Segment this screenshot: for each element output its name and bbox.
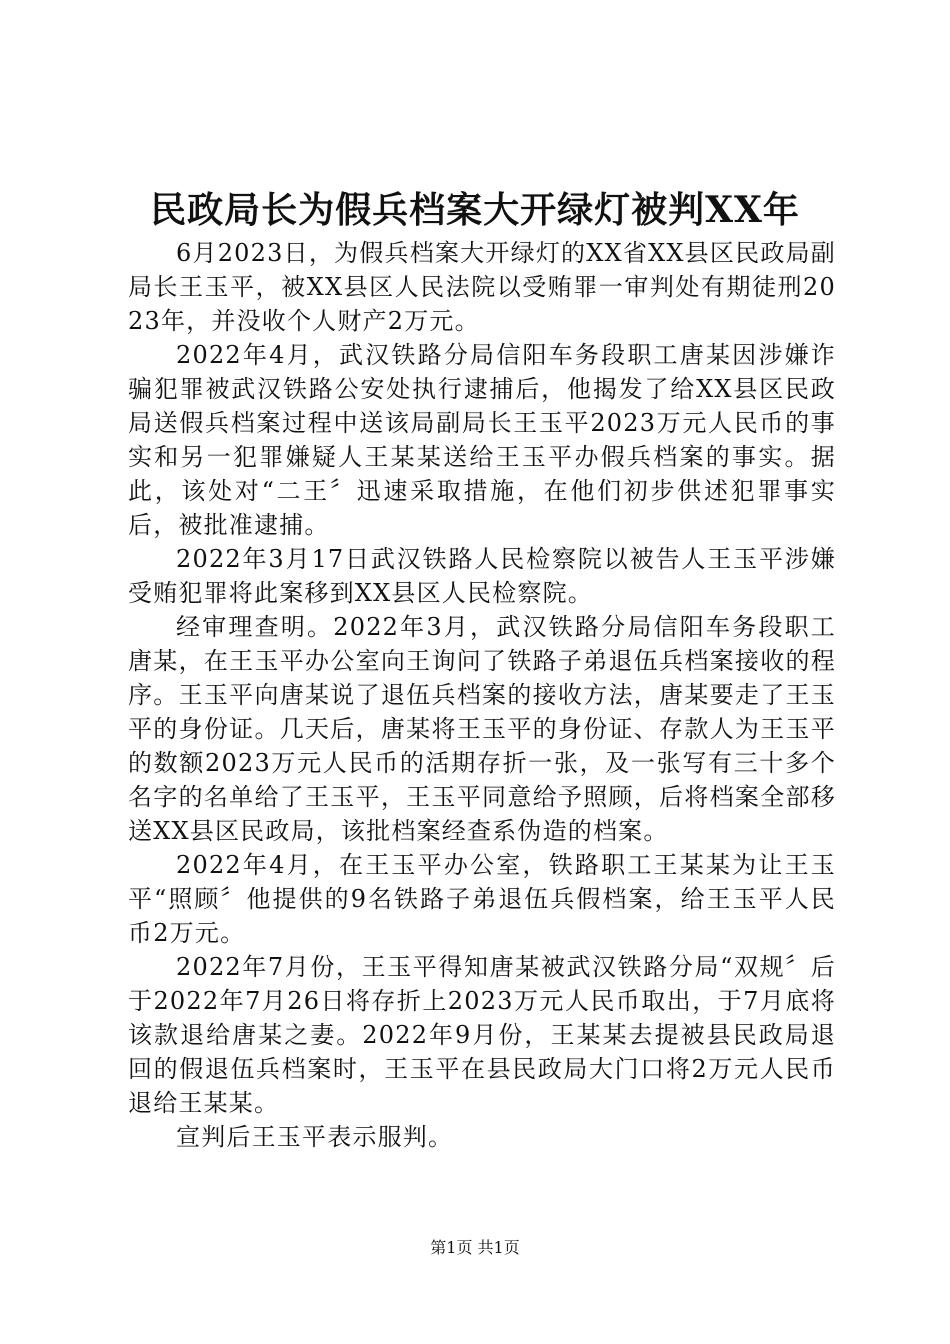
document-body [128,236,836,1154]
paragraph-5: 2022年4月，在王玉平办公室，铁路职工王某某为让王玉平“照顾〞他提供的9名铁路子弟退伍兵假档案，给王玉平人民币2万元。 [128,851,836,947]
paragraph-3: 2022年3月17日武汉铁路人民检察院以被告人王玉平涉嫌受贿犯罪将此案移到XX县区人民检察院。 [128,545,836,607]
paragraph-2: 2022年4月，武汉铁路分局信阳车务段职工唐某因涉嫌诈骗犯罪被武汉铁路公安处执行逮捕后，他揭发了给XX县区民政局送假兵档案过程中送该局副局长王玉平2023万元人民币的事实和另一犯罪嫌疑人王某某送给王玉平办假兵档案的事实。据此，该处对“二王〞迅速采取措施，在他们初步供述犯罪事实后，被批准逮捕。 [128,341,836,539]
paragraph-1: 6月2023日，为假兵档案大开绿灯的XX省XX县区民政局副局长王玉平，被XX县区人民法院以受贿罪一审判处有期徒刑2023年，并没收个人财产2万元。 [128,239,836,335]
document-title: 民政局长为假兵档案大开绿灯被判XX年 [150,189,800,231]
paragraph-4: 经审理查明。2022年3月，武汉铁路分局信阳车务段职工唐某，在王玉平办公室向王询问了铁路子弟退伍兵档案接收的程序。王玉平向唐某说了退伍兵档案的接收方法，唐某要走了王玉平的身份证。几天后，唐某将王玉平的身份证、存款人为王玉平的数额2023万元人民币的活期存折一张，及一张写有三十多个名字的名单给了王玉平，王玉平同意给予照顾，后将档案全部移送XX县区民政局，该批档案经查系伪造的档案。 [128,613,836,845]
page-number-footer: 第1页 共1页 [430,1238,520,1257]
paragraph-6: 2022年7月份，王玉平得知唐某被武汉铁路分局“双规〞后于2022年7月26日将存折上2023万元人民币取出，于7月底将该款退给唐某之妻。2022年9月份，王某某去提被县民政局退回的假退伍兵档案时，王玉平在县民政局大门口将2万元人民币退给王某某。 [128,953,836,1117]
paragraph-7: 宣判后王玉平表示服判。 [176,1123,454,1151]
